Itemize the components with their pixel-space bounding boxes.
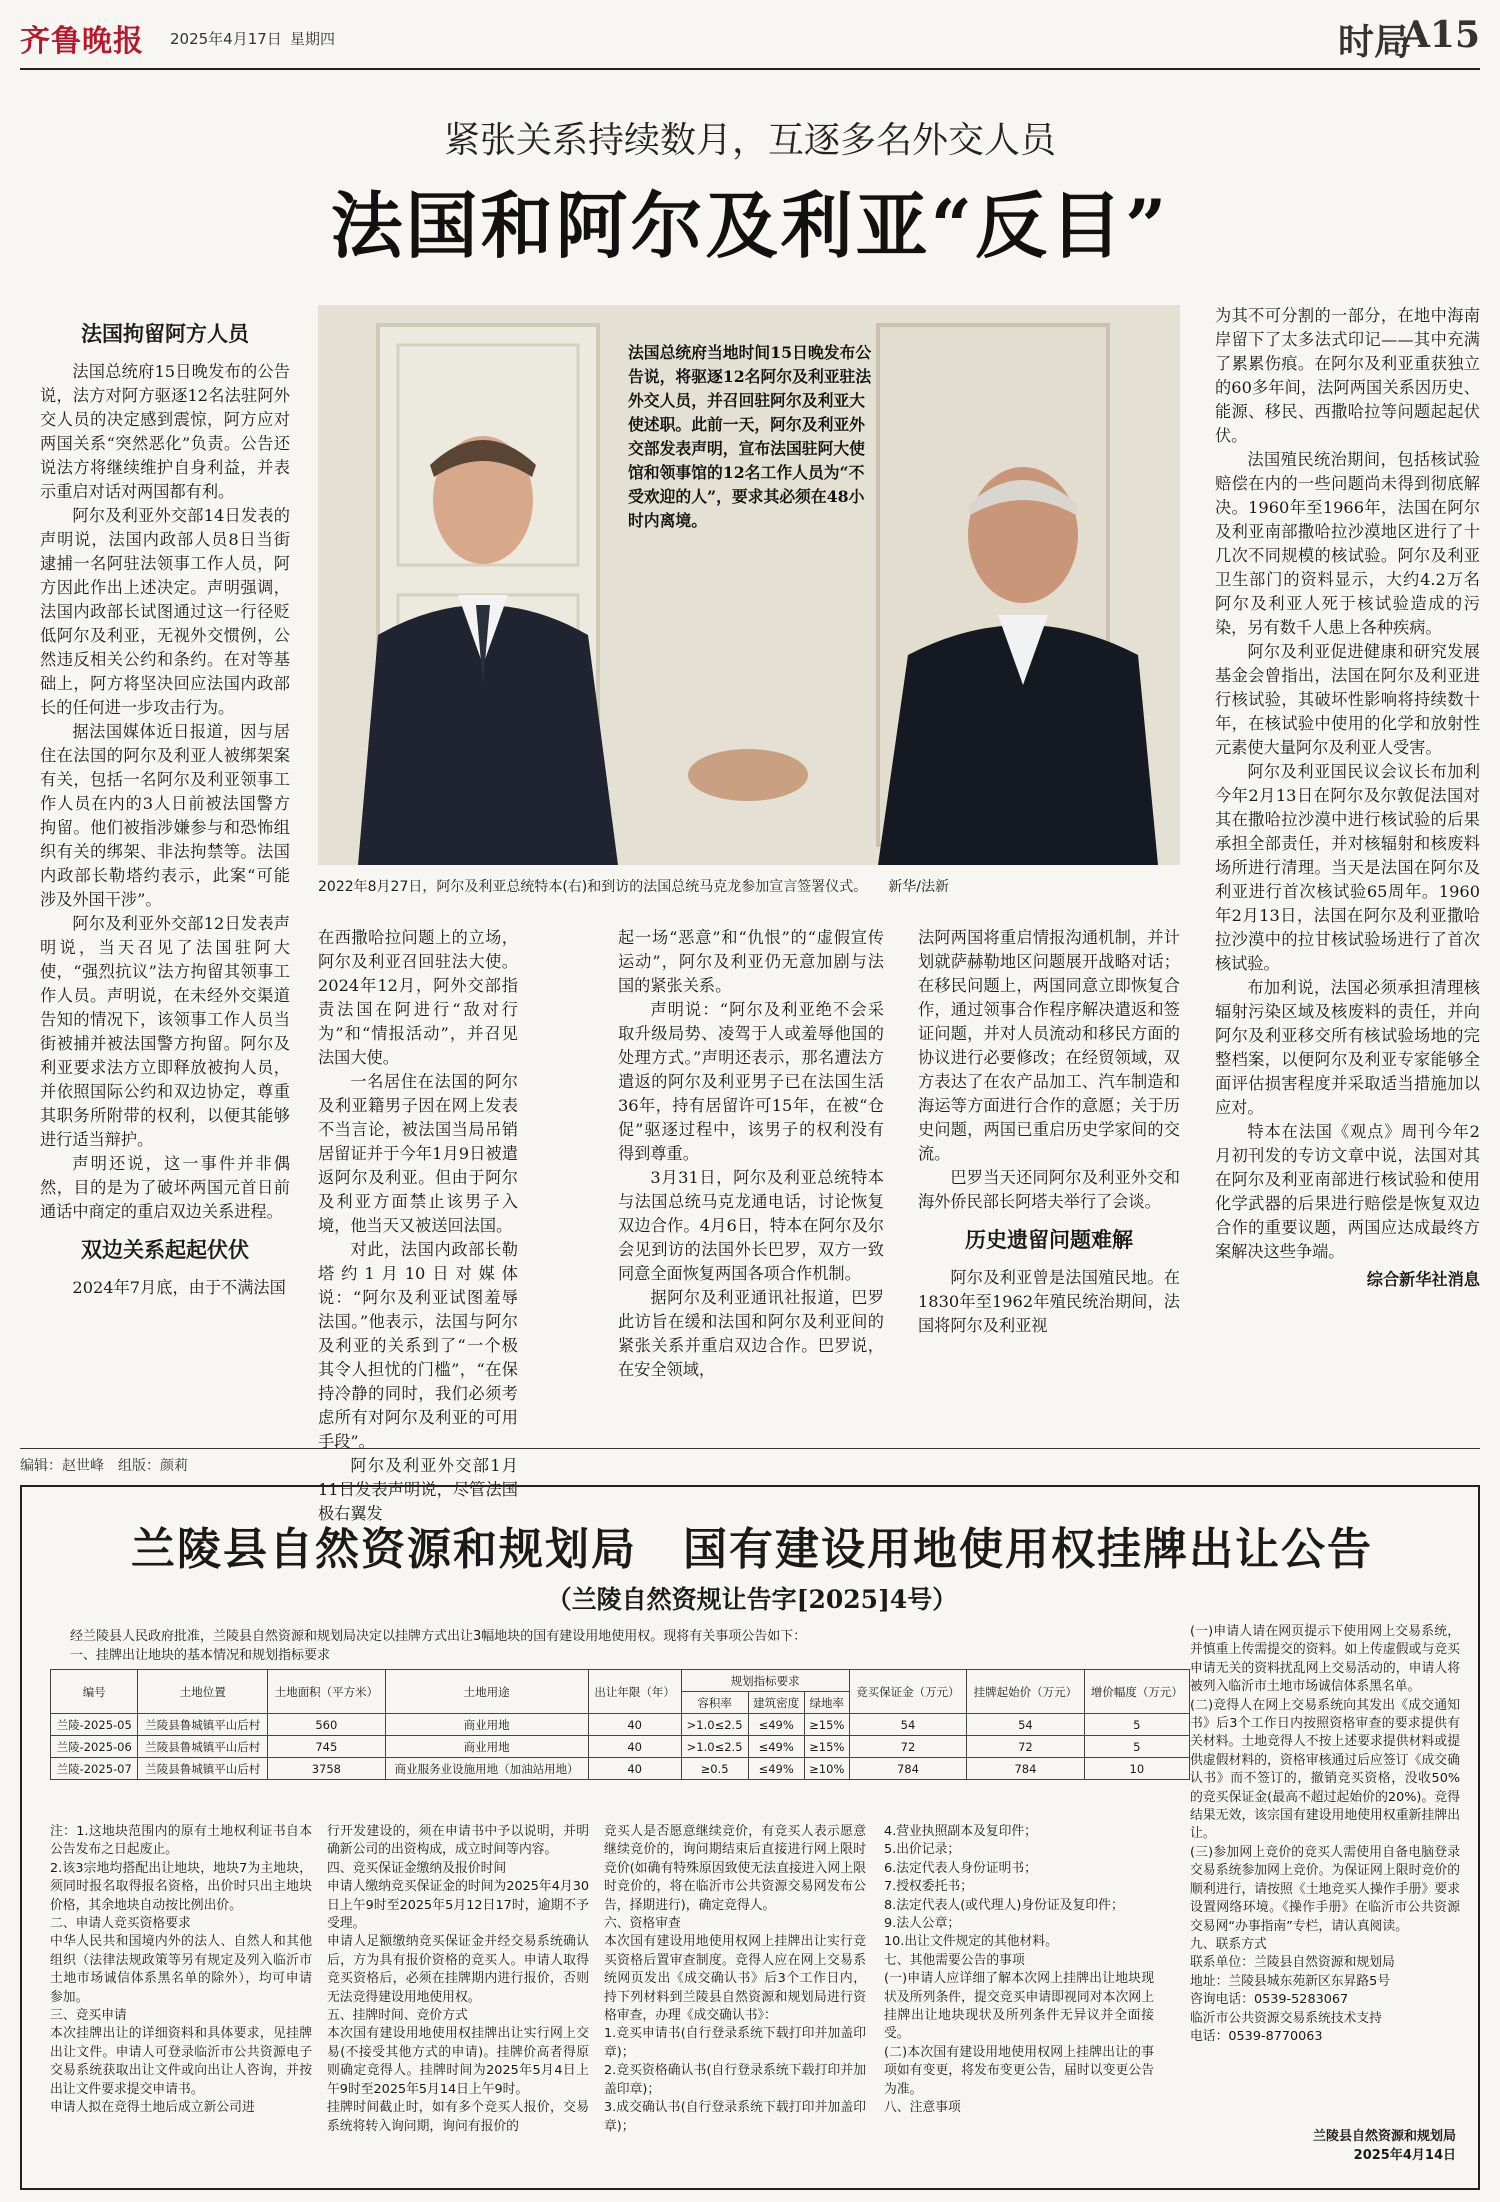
table-cell: 72 — [967, 1736, 1084, 1758]
notice-column-4 — [884, 1823, 1154, 2118]
table-row — [51, 1758, 1190, 1780]
photo-caption: 2022年8月27日，阿尔及利亚总统特本(右)和到访的法国总统马克龙参加宣言签署仪式。 新华/法新 — [318, 879, 949, 895]
news-source: 综合新华社消息 — [1366, 1270, 1480, 1289]
notice-line: 4.营业执照副本及复印件； — [884, 1824, 1037, 1839]
paragraph: 一名居住在法国的阿尔及利亚籍男子因在网上发表不当言论，被法国当局吊销居留证并于今年1月9日被遣返阿尔及利亚。但由于阿尔及利亚方面禁止该男子入境，他当天又被送回法国。 — [318, 1072, 518, 1235]
notice-line: (二)本次国有建设用地使用权网上挂牌出让的事项如有变更，将发布变更公告，届时以变更公告为准。 — [884, 2044, 1154, 2097]
table-cell: 兰陵-2025-07 — [51, 1758, 138, 1780]
article-column-4 — [918, 926, 1180, 1338]
notice-line: 3.成交确认书(自行登录系统下载打印并加盖印章)； — [604, 2100, 866, 2134]
notice-line: 竞买人是否愿意继续竞价，有竞买人表示愿意继续竞价的，询问期结束后直接进行网上限时竞价(如确有特殊原因致使无法直接进入网上限时竞价的，将在临沂市公共资源交易网发布公告，择期进行)，确定竞得人。 — [604, 1824, 866, 1913]
notice-line: 5.出价记录； — [884, 1842, 961, 1858]
notice-line: 六、资格审查 — [604, 1916, 681, 1932]
table-header: 挂牌起始价（万元） — [967, 1670, 1084, 1714]
page-header — [20, 8, 1480, 70]
table-cell: 兰陵县鲁城镇平山后村 — [138, 1736, 268, 1758]
notice-line: 临沂市公共资源交易系统技术支持 — [1190, 2010, 1382, 2026]
notice-column-2 — [327, 1823, 589, 2136]
notice-line: 本次国有建设用地使用权挂牌出让实行网上交易(不接受其他方式的申请)。挂牌价高者得原则确定竞得人。挂牌时间为2025年5月4日上午9时至2025年5月14日上午9时。 — [327, 2026, 589, 2097]
table-header: 出让年限（年） — [588, 1670, 681, 1714]
notice-intro — [70, 1627, 1190, 1665]
paragraph: 2024年7月底，由于不满法国 — [72, 1278, 286, 1297]
notice-line: 本次国有建设用地使用权网上挂牌出让实行竞买资格后置审查制度。竞得人应在网上交易系统网页发出《成交确认书》后3个工作日内，持下列材料到兰陵县自然资源和规划局进行资格审查，办理《成交确认书》： — [604, 1934, 866, 2024]
table-cell: ≤49% — [748, 1758, 804, 1780]
issue-date: 2025年4月17日 — [170, 30, 282, 48]
table-subheader: 容积率 — [681, 1692, 748, 1714]
notice-line: 10.出让文件规定的其他材料。 — [884, 1934, 1058, 1950]
notice-line: 挂牌时间截止时，如有多个竞买人报价，交易系统将转入询问期，询问有报价的 — [327, 2100, 589, 2134]
notice-line: 联系单位：兰陵县自然资源和规划局 — [1190, 1955, 1395, 1971]
article-column-3 — [618, 926, 884, 1382]
notice-line: 申请人拟在竞得土地后成立新公司进 — [50, 2100, 255, 2116]
table-header: 增价幅度（万元） — [1084, 1670, 1189, 1714]
notice-intro-line: 一、挂牌出让地块的基本情况和规划指标要求 — [70, 1648, 331, 1663]
article-column-2 — [318, 926, 518, 1526]
table-cell: >1.0≤2.5 — [681, 1736, 748, 1758]
table-cell: 72 — [849, 1736, 966, 1758]
table-cell: 兰陵县鲁城镇平山后村 — [138, 1758, 268, 1780]
paragraph: 布加利说，法国必须承担清理核辐射污染区域及核废料的责任，并向阿尔及利亚移交所有核试验场地的完整档案，以便阿尔及利亚专家能够全面评估损害程度并采取适当措施加以应对。 — [1215, 978, 1480, 1117]
table-header: 土地位置 — [138, 1670, 268, 1714]
news-photo — [318, 305, 1180, 865]
notice-column-1 — [50, 1823, 312, 2118]
paragraph: 3月31日，阿尔及利亚总统特本与法国总统马克龙通电话，讨论恢复双边合作。4月6日，特本在阿尔及尔会见到访的法国外长巴罗，双方一致同意全面恢复两国各项合作机制。 — [618, 1168, 884, 1283]
table-header: 规划指标要求 — [681, 1670, 849, 1692]
paragraph: 阿尔及利亚曾是法国殖民地。在1830年至1962年殖民统治期间，法国将阿尔及利亚视 — [918, 1268, 1180, 1335]
signature-date: 2025年4月14日 — [1353, 2148, 1456, 2163]
paragraph: 声明还说，这一事件并非偶然，目的是为了破坏两国元首日前通话中商定的重启双边关系进程。 — [40, 1154, 290, 1221]
table-cell: ≥0.5 — [681, 1758, 748, 1780]
table-cell: 5 — [1084, 1736, 1189, 1758]
table-cell: >1.0≤2.5 — [681, 1714, 748, 1736]
notice-line: 二、申请人竞买资格要求 — [50, 1916, 191, 1932]
table-cell: 54 — [849, 1714, 966, 1736]
table-header: 土地用途 — [385, 1670, 588, 1714]
paragraph: 阿尔及利亚外交部14日发表的声明说，法国内政部人员8日当街逮捕一名阿驻法领事工作人员，阿方因此作出上述决定。声明强调，法国内政部长试图通过这一行径贬低阿尔及利亚，无视外交惯例，公然违反相关公约和条约。在对等基础上，阿方将坚决回应法国内政部长的任何进一步攻击行为。 — [40, 506, 290, 717]
table-header: 土地面积（平方米） — [268, 1670, 385, 1714]
notice-line: 三、竞买申请 — [50, 2008, 127, 2024]
notice-line: 6.法定代表人身份证明书； — [884, 1860, 1037, 1876]
table-cell: ≥15% — [804, 1736, 849, 1758]
table-header: 竞买保证金（万元） — [849, 1670, 966, 1714]
section-name: 时局 — [1337, 21, 1410, 63]
paragraph: 阿尔及利亚外交部12日发表声明说，当天召见了法国驻阿大使，“强烈抗议”法方拘留其领事工作人员。声明说，在未经外交渠道告知的情况下，该领事工作人员当街被捕并被法国警方拘留。阿尔及利亚要求法方立即释放被拘人员，并依照国际公约和双边协定，尊重其职务所附带的权利，以便其能够进行适当辩护。 — [40, 914, 290, 1149]
notice-line: 注：1.这地块范围内的原有土地权利证书自本公告发布之日起废止。 — [50, 1824, 312, 1858]
notice-signature — [1256, 2127, 1456, 2165]
notice-line: 8.法定代表人(或代理人)身份证及复印件； — [884, 1897, 1124, 1913]
land-auction-notice — [20, 1485, 1480, 2190]
notice-line: 2.该3宗地均搭配出让地块，地块7为主地块，须同时报名取得报名资格，出价时只出主地块价格，其余地块自动按比例出价。 — [50, 1860, 312, 1913]
table-cell: ≤49% — [748, 1714, 804, 1736]
paragraph: 起一场“恶意”和“仇恨”的“虚假宣传运动”，阿尔及利亚仍无意加剧与法国的紧张关系。 — [618, 928, 884, 995]
paragraph: 对此，法国内政部长勒塔约1月10日对媒体说：“阿尔及利亚试图羞辱法国。”他表示，法国与阿尔及利亚的关系到了“一个极其令人担忧的门槛”，“在保持冷静的同时，我们必须考虑所有对阿尔及利亚的可用手段”。 — [318, 1240, 518, 1451]
table-cell: 54 — [967, 1714, 1084, 1736]
notice-line: 行开发建设的，须在申请书中予以说明，并明确新公司的出资构成，成立时间等内容。 — [327, 1824, 589, 1858]
table-cell: 商业服务业设施用地（加油站用地） — [385, 1758, 588, 1780]
paragraph: 法国殖民统治期间，包括核试验赔偿在内的一些问题尚未得到彻底解决。1960年至1966年，法国在阿尔及利亚南部撒哈拉沙漠地区进行了十几次不同规模的核试验。阿尔及利亚卫生部门的资料显示，大约4.2万名阿尔及利亚人死于核试验造成的污染，另有数千人患上各种疾病。 — [1215, 450, 1480, 637]
notice-line: 电话：0539-8770063 — [1190, 2028, 1323, 2044]
notice-line: 本次挂牌出让的详细资料和具体要求，见挂牌出让文件。申请人可登录临沂市公共资源电子交易系统获取出让文件或向出让人咨询，并按出让文件要求提交申请书。 — [50, 2026, 312, 2097]
paragraph: 法国总统府15日晚发布的公告说，法方对阿方驱逐12名法驻阿外交人员的决定感到震惊，阿方应对两国关系“突然恶化”负责。公告还说法方将继续维护自身利益，并表示重启对话对两国都有利。 — [40, 362, 290, 501]
divider — [20, 1448, 1480, 1449]
table-cell: ≤49% — [748, 1736, 804, 1758]
paragraph: 在西撒哈拉问题上的立场，阿尔及利亚召回驻法大使。2024年12月，阿外交部指责法国在阿进行“敌对行为”和“情报活动”，并召见法国大使。 — [318, 928, 518, 1067]
table-cell: 兰陵-2025-05 — [51, 1714, 138, 1736]
notice-line: 七、其他需要公告的事项 — [884, 1952, 1025, 1968]
section-heading-3: 历史遗留问题难解 — [965, 1227, 1133, 1252]
table-row — [51, 1736, 1190, 1758]
paragraph: 声明说：“阿尔及利亚绝不会采取升级局势、凌驾于人或羞辱他国的处理方式。”声明还表示，那名遭法方遣返的阿尔及利亚男子已在法国生活36年，持有居留许可15年，在被“仓促”驱逐过程中，该男子的权利没有得到尊重。 — [618, 1000, 884, 1163]
table-cell: 3758 — [268, 1758, 385, 1780]
paragraph: 阿尔及利亚促进健康和研究发展基金会曾指出，法国在阿尔及利亚进行核试验，其破坏性影响将持续数十年，在核试验中使用的化学和放射性元素使大量阿尔及利亚人受害。 — [1215, 642, 1480, 757]
article-column-1 — [40, 322, 290, 1300]
notice-line: 九、联系方式 — [1190, 1936, 1267, 1952]
article-subtitle: 紧张关系持续数月，互逐多名外交人员 — [443, 120, 1056, 161]
notice-column-3 — [604, 1823, 866, 2136]
notice-number: （兰陵自然资规让告字[2025]4号） — [546, 1585, 958, 1614]
table-cell: 10 — [1084, 1758, 1189, 1780]
notice-line: 地址：兰陵县城东苑新区东昇路5号 — [1190, 1973, 1391, 1989]
signature-org: 兰陵县自然资源和规划局 — [1312, 2129, 1456, 2144]
notice-title: 兰陵县自然资源和规划局 国有建设用地使用权挂牌出让公告 — [131, 1524, 1373, 1575]
notice-line: 中华人民共和国境内外的法人、自然人和其他组织（法律法规政策等另有规定及列入临沂市土地市场诚信体系黑名单的除外），均可申请参加。 — [50, 1934, 312, 2005]
notice-line: 申请人缴纳竞买保证金的时间为2025年4月30日上午9时至2025年5月12日17时，逾期不予受理。 — [327, 1879, 589, 1932]
land-parcel-table — [50, 1669, 1190, 1780]
table-cell: 商业用地 — [385, 1736, 588, 1758]
notice-line: 申请人足额缴纳竞买保证金并经交易系统确认后，方为具有报价资格的竞买人。申请人取得竞买资格后，必须在挂牌期内进行报价，否则无法竞得建设用地使用权。 — [327, 1934, 589, 2005]
paragraph: 巴罗当天还同阿尔及利亚外交和海外侨民部长阿塔夫举行了会谈。 — [918, 1168, 1180, 1211]
issue-weekday: 星期四 — [290, 30, 336, 48]
table-cell: ≥15% — [804, 1714, 849, 1736]
notice-line: (一)申请人请在网页提示下使用网上交易系统，并慎重上传需提交的资料。如上传虚假或与竞买申请无关的资料扰乱网上交易活动的，申请人将被列入临沂市土地市场诚信体系黑名单。 — [1190, 1624, 1460, 1695]
notice-line: 五、挂牌时间、竞价方式 — [327, 2008, 468, 2024]
article-title: 法国和阿尔及利亚“反目” — [330, 183, 1170, 268]
notice-line: 四、竞买保证金缴纳及报价时间 — [327, 1860, 507, 1876]
table-cell: 兰陵县鲁城镇平山后村 — [138, 1714, 268, 1736]
table-cell: 40 — [588, 1714, 681, 1736]
masthead-logo: 齐鲁晚报 — [20, 24, 144, 59]
table-cell: 40 — [588, 1758, 681, 1780]
table-cell: 560 — [268, 1714, 385, 1736]
page-number: A15 — [1401, 14, 1480, 56]
table-cell: 745 — [268, 1736, 385, 1758]
table-cell: 40 — [588, 1736, 681, 1758]
paragraph: 为其不可分割的一部分，在地中海南岸留下了太多法式印记——其中充满了累累伤痕。在阿尔及利亚重获独立的60多年间，法阿两国关系因历史、能源、移民、西撒哈拉等问题起起伏伏。 — [1215, 306, 1480, 445]
notice-line: 7.授权委托书； — [884, 1879, 973, 1895]
table-cell: 784 — [967, 1758, 1084, 1780]
editors-credit: 编辑：赵世峰 组版：颜莉 — [20, 1458, 188, 1474]
notice-line: 八、注意事项 — [884, 2100, 961, 2116]
notice-intro-line: 经兰陵县人民政府批准，兰陵县自然资源和规划局决定以挂牌方式出让3幅地块的国有建设用地使用权。现将有关事项公告如下： — [70, 1629, 807, 1644]
paragraph: 据阿尔及利亚通讯社报道，巴罗此访旨在缓和法国和阿尔及利亚间的紧张关系并重启双边合作。巴罗说，在安全领域， — [618, 1288, 884, 1379]
paragraph: 特本在法国《观点》周刊今年2月初刊发的专访文章中说，法国对其在阿尔及利亚南部进行核试验和使用化学武器的后果进行赔偿是恢复双边合作的重要议题，两国应达成最终方案解决这些争端。 — [1215, 1122, 1480, 1261]
notice-line: 2.竞买资格确认书(自行登录系统下载打印并加盖印章)； — [604, 2063, 866, 2097]
table-cell: 5 — [1084, 1714, 1189, 1736]
table-subheader: 绿地率 — [804, 1692, 849, 1714]
section-heading-1: 法国拘留阿方人员 — [81, 321, 249, 346]
paragraph: 阿尔及利亚国民议会议长布加利今年2月13日在阿尔及尔敦促法国对其在撒哈拉沙漠中进行核试验的后果承担全部责任，并对核辐射和核废料场所进行清理。当天是法国在阿尔及利亚进行首次核试验65周年。1960年2月13日，法国在阿尔及利亚撒哈拉沙漠中的拉甘核试验场进行了首次核试验。 — [1215, 762, 1480, 973]
paragraph: 法阿两国将重启情报沟通机制，并计划就萨赫勒地区问题展开战略对话；在移民问题上，两国同意立即恢复合作，通过领事合作程序解决遣返和签证问题，并对人员流动和移民方面的协议进行必要修改；在经贸领域，双方表达了在农产品加工、汽车制造和海运等方面进行合作的意愿；关于历史问题，两国已重启历史学家间的交流。 — [918, 928, 1180, 1163]
article-column-5 — [1215, 304, 1480, 1292]
table-subheader: 建筑密度 — [748, 1692, 804, 1714]
notice-line: 1.竞买申请书(自行登录系统下载打印并加盖印章)； — [604, 2026, 866, 2060]
section-heading-2: 双边关系起起伏伏 — [81, 1237, 249, 1262]
notice-line: (一)申请人应详细了解本次网上挂牌出让地块现状及所列条件，提交竞买申请即视同对本次网上挂牌出让地块现状及所列条件无异议并全面接受。 — [884, 1971, 1154, 2042]
table-row — [51, 1714, 1190, 1736]
notice-line: (二)竞得人在网上交易系统向其发出《成交通知书》后3个工作日内按照资格审查的要求提供有关材料。土地竞得人不按上述要求提供材料或提供虚假材料的，资格审核通过后应签订《成交确认书》而不签订的，撤销竞买资格，没收50%的竞买保证金(最高不超过起始价的20%)。竞得结果无效，该宗国有建设用地使用权重新挂牌出让。 — [1190, 1697, 1460, 1842]
paragraph: 据法国媒体近日报道，因与居住在法国的阿尔及利亚人被绑架案有关，包括一名阿尔及利亚领事工作人员在内的3人日前被法国警方拘留。他们被指涉嫌参与和恐怖组织有关的绑架、非法拘禁等。法国内政部长勒塔约表示，此案“可能涉及外国干涉”。 — [40, 722, 290, 909]
notice-column-5 — [1190, 1623, 1460, 2046]
notice-line: 咨询电话：0539-5283067 — [1190, 1992, 1349, 2008]
table-cell: ≥10% — [804, 1758, 849, 1780]
table-cell: 兰陵-2025-06 — [51, 1736, 138, 1758]
table-cell: 784 — [849, 1758, 966, 1780]
table-cell: 商业用地 — [385, 1714, 588, 1736]
table-header: 编号 — [51, 1670, 138, 1714]
notice-line: 9.法人公章； — [884, 1916, 961, 1932]
paragraph: 阿尔及利亚外交部1月11日发表声明说，尽管法国极右翼发 — [318, 1456, 518, 1523]
notice-line: (三)参加网上竞价的竞买人需使用自备电脑登录交易系统参加网上竞价。为保证网上限时竞价的顺利进行，请按照《土地竞买人操作手册》要求设置网络环境。《操作手册》在临沂市公共资源交易网“办事指南”专栏，请认真阅读。 — [1190, 1844, 1460, 1934]
photo-overlay-text: 法国总统府当地时间15日晚发布公告说，将驱逐12名阿尔及利亚驻法外交人员，并召回驻阿尔及利亚大使述职。此前一天，阿尔及利亚外交部发表声明，宣布法国驻阿大使馆和领事馆的12名工作人员为“不受欢迎的人”，要求其必须在48小时内离境。 — [628, 343, 872, 530]
